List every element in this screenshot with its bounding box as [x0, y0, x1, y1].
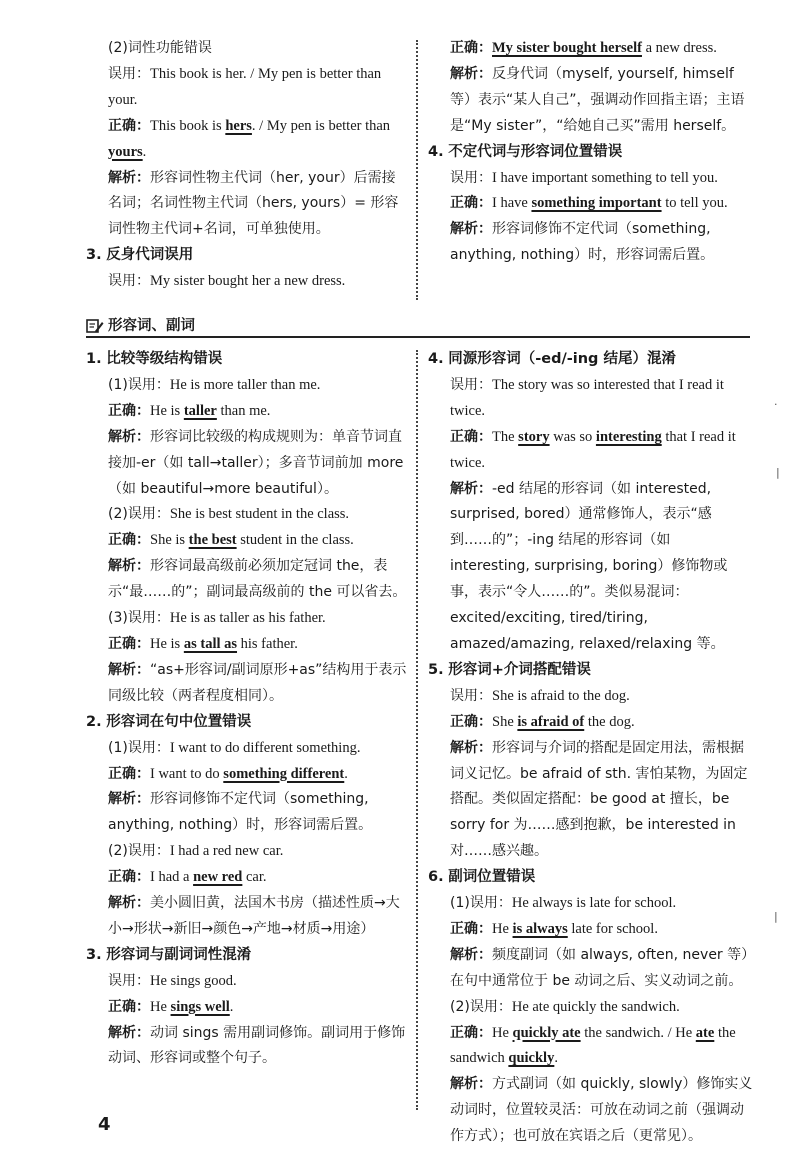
- correct-example: [86, 528, 408, 554]
- explanation-label: 解析：: [450, 221, 492, 238]
- explanation: [428, 477, 753, 658]
- correct-highlight: the best: [188, 532, 237, 549]
- section-rule: [86, 336, 750, 338]
- error-example: [428, 684, 753, 710]
- error-text: I had a red new car.: [169, 843, 284, 860]
- explanation-text: 方式副词（如 quickly, slowly）修饰实义动词时，位置较灵活：可放在动词之前（强调动作方式）；也可放在宾语之后（更常见）。: [450, 1076, 753, 1145]
- error-text: I want to do different something.: [169, 739, 361, 756]
- item-heading: [86, 347, 408, 373]
- error-label: (2)误用：: [450, 998, 512, 1015]
- correct-text: the dog.: [584, 713, 635, 730]
- explanation: [86, 787, 408, 839]
- explanation-text: 频度副词（如 always, often, never 等）在句中通常位于 be 动词之后、实义动词之前。: [450, 946, 749, 989]
- section-title: 形容词、副词: [108, 318, 195, 334]
- correct-text: .: [142, 143, 147, 160]
- correct-text: late for school.: [567, 920, 658, 937]
- correct-example: [428, 917, 753, 943]
- correct-text: He is: [150, 402, 184, 419]
- explanation-text: 形容词性物主代词（her, your）后需接名词；名词性物主代词（hers, yours）= 形容词性物主代词+名词，可单独使用。: [108, 169, 399, 238]
- correct-text: his father.: [237, 635, 298, 652]
- correct-text: than me.: [216, 402, 271, 419]
- error-label: 误用：: [450, 376, 492, 393]
- explanation-text: 动词 sings 需用副词修饰。副词用于修饰动词、形容词或整个句子。: [108, 1024, 406, 1067]
- correct-label: 正确：: [108, 635, 150, 652]
- correct-example: [86, 865, 408, 891]
- error-text: The story was so interested that I read it twice.: [450, 376, 724, 419]
- correct-highlight: is always: [512, 920, 568, 937]
- correct-text: He: [492, 1024, 513, 1041]
- correct-text: I had a: [150, 869, 194, 886]
- error-label: (1)误用：: [108, 376, 170, 393]
- correct-text: He is: [150, 635, 184, 652]
- explanation-label: 解析：: [450, 946, 492, 963]
- error-label: 误用：: [450, 687, 492, 704]
- explanation: [86, 891, 408, 943]
- top-right-column: [428, 36, 753, 269]
- correct-label: 正确：: [108, 998, 150, 1015]
- error-label: (3)误用：: [108, 610, 170, 627]
- item-number: 4.: [428, 143, 444, 160]
- correct-text: .: [229, 998, 234, 1015]
- correct-label: 正确：: [450, 1024, 492, 1041]
- explanation-text: 形容词修饰不定代词（something, anything, nothing）时，形容词需后置。: [450, 221, 715, 264]
- error-label: (1)误用：: [108, 739, 170, 756]
- explanation-text: 形容词修饰不定代词（something, anything, nothing）时，形容词需后置。: [108, 791, 373, 834]
- item-title: 反身代词误用: [106, 247, 194, 264]
- correct-highlight: sings well: [170, 998, 230, 1015]
- error-text: He sings good.: [150, 972, 237, 989]
- explanation-label: 解析：: [108, 1024, 150, 1041]
- explanation-text: 形容词最高级前必须加定冠词 the，表示“最……的”；副词最高级前的 the 可以省去。: [108, 558, 407, 601]
- bottom-left-column: [86, 347, 408, 1072]
- explanation: [86, 166, 408, 244]
- subheading: (2)词性功能错误: [108, 40, 212, 56]
- error-example: [86, 373, 408, 399]
- correct-text: a new dress.: [641, 40, 717, 56]
- column-divider: [416, 350, 418, 1110]
- correct-text: I have: [492, 195, 532, 212]
- correct-highlight: something different: [223, 765, 345, 782]
- item-heading: [428, 865, 753, 891]
- correct-highlight: is afraid of: [517, 713, 585, 730]
- edge-mark: ·: [774, 398, 778, 411]
- item-heading: [428, 347, 753, 373]
- item-title: 同源形容词（-ed/-ing 结尾）混淆: [448, 351, 676, 367]
- correct-text: the sandwich. / He: [580, 1024, 696, 1041]
- correct-text: .: [554, 1050, 558, 1067]
- explanation-label: 解析：: [450, 739, 492, 756]
- explanation-label: 解析：: [108, 661, 150, 678]
- bottom-right-column: [428, 347, 753, 1150]
- correct-text: He: [150, 998, 171, 1015]
- correct-label: 正确：: [108, 117, 150, 134]
- explanation: [428, 217, 753, 269]
- item-heading: [86, 710, 408, 736]
- pencil-note-icon: [86, 318, 104, 334]
- edge-mark: |: [776, 466, 780, 479]
- error-example: [86, 606, 408, 632]
- error-text: She is afraid to the dog.: [492, 687, 630, 704]
- correct-example: [428, 191, 753, 217]
- explanation-text: 形容词与介词的搭配是固定用法，需根据词义记忆。be afraid of sth. 害怕某物，为固定搭配。类似固定搭配：be good at 擅长，be sorry for 为……感到抱歉，be interested in 对……感兴趣。: [450, 739, 748, 860]
- error-example: [86, 839, 408, 865]
- explanation-label: 解析：: [450, 480, 492, 497]
- error-example: [86, 269, 408, 295]
- explanation-label: 解析：: [108, 428, 150, 445]
- correct-label: 正确：: [450, 428, 492, 445]
- explanation: [428, 1072, 753, 1150]
- item-heading: [428, 658, 753, 684]
- error-example: [428, 995, 753, 1021]
- correct-text: She is: [150, 532, 189, 549]
- correct-example: [428, 36, 753, 62]
- correct-label: 正确：: [108, 532, 150, 549]
- correct-highlight: yours: [108, 143, 143, 160]
- correct-text: The: [492, 428, 519, 445]
- explanation-text: 反身代词（myself, yourself, himself 等）表示“某人自己”，强调动作回指主语；主语是“My sister”，“给她自己买”需用 herself。: [450, 65, 745, 134]
- correct-label: 正确：: [450, 40, 492, 56]
- correct-label: 正确：: [450, 713, 492, 730]
- error-label: 误用：: [108, 273, 150, 290]
- correct-example: [86, 762, 408, 788]
- item-title: 形容词与副词词性混淆: [106, 946, 252, 963]
- item-number: 2.: [86, 713, 102, 730]
- correct-text: . / My pen is better than: [251, 117, 391, 134]
- item-number: 1.: [86, 351, 102, 367]
- explanation: [428, 62, 753, 140]
- item-heading: [86, 943, 408, 969]
- item-title: 不定代词与形容词位置错误: [448, 143, 623, 160]
- error-example: [428, 373, 753, 425]
- error-example: [86, 62, 408, 114]
- correct-highlight: taller: [183, 402, 217, 419]
- item-heading: [86, 243, 408, 269]
- correct-example: [86, 995, 408, 1021]
- item-title: 形容词+介词搭配错误: [448, 661, 591, 678]
- explanation: [86, 425, 408, 503]
- correct-label: 正确：: [108, 869, 150, 886]
- error-text: My sister bought her a new dress.: [150, 273, 346, 290]
- correct-highlight: new red: [193, 869, 243, 886]
- edge-mark: |: [774, 910, 778, 923]
- page-number: 4: [98, 1114, 111, 1135]
- correct-example: [86, 632, 408, 658]
- error-text: He always is late for school.: [511, 895, 677, 912]
- error-label: (2)误用：: [108, 506, 170, 523]
- correct-text: student in the class.: [236, 532, 354, 549]
- error-text: I have important something to tell you.: [492, 169, 718, 186]
- correct-label: 正确：: [108, 765, 150, 782]
- correct-example: [428, 425, 753, 477]
- explanation-text: 美小圆旧黄，法国木书房（描述性质→大小→形状→新旧→颜色→产地→材质→用途）: [108, 895, 400, 937]
- correct-highlight: quickly: [508, 1050, 555, 1067]
- item-title: 副词位置错误: [448, 869, 536, 886]
- correct-text: This book is: [150, 117, 226, 134]
- correct-text: was so: [549, 428, 596, 445]
- explanation-text: 形容词比较级的构成规则为：单音节词直接加-er（如 tall→taller）；多音节词前加 more（如 beautiful→more beautiful）。: [108, 428, 404, 497]
- error-text: She is best student in the class.: [169, 506, 350, 523]
- correct-example: [86, 114, 408, 166]
- top-left-column: [86, 36, 408, 295]
- explanation-label: 解析：: [108, 558, 150, 575]
- correct-text: that I read it twice.: [450, 428, 736, 471]
- error-example: [86, 502, 408, 528]
- error-example: [86, 969, 408, 995]
- correct-highlight: hers: [225, 117, 252, 134]
- correct-text: She: [492, 713, 518, 730]
- correct-highlight: My sister bought herself: [492, 40, 642, 56]
- error-label: 误用：: [450, 169, 492, 186]
- correct-text: the sandwich: [450, 1024, 736, 1067]
- correct-highlight: ate: [695, 1024, 715, 1041]
- error-example: [428, 166, 753, 192]
- correct-label: 正确：: [450, 920, 492, 937]
- correct-highlight: something important: [531, 195, 662, 212]
- explanation-text: -ed 结尾的形容词（如 interested, surprised, bored）通常修饰人，表示“感到……的”；-ing 结尾的形容词（如 interesting, surprising, boring）修饰物或事，表示“令人……的”。类似易混词：excited/exciting, tired/tiring, amazed/amazing, relaxed/relaxing 等。: [450, 480, 728, 652]
- item-number: 6.: [428, 869, 444, 886]
- error-label: (1)误用：: [450, 895, 512, 912]
- correct-highlight: story: [518, 428, 550, 445]
- explanation-label: 解析：: [450, 65, 492, 82]
- correct-highlight: quickly ate: [512, 1024, 581, 1041]
- item-title: 形容词在句中位置错误: [106, 713, 252, 730]
- explanation: [428, 943, 753, 995]
- correct-label: 正确：: [108, 402, 150, 419]
- item-number: 3.: [86, 946, 102, 963]
- explanation: [86, 1021, 408, 1073]
- correct-highlight: as tall as: [183, 635, 238, 652]
- correct-text: .: [344, 765, 348, 782]
- correct-highlight: interesting: [595, 428, 662, 445]
- explanation: [86, 658, 408, 710]
- item-heading: [428, 140, 753, 166]
- correct-example: [428, 1021, 753, 1073]
- error-example: [428, 891, 753, 917]
- error-text: He is as taller as his father.: [169, 610, 326, 627]
- item-number: 5.: [428, 661, 444, 678]
- error-text: He is more taller than me.: [169, 376, 321, 393]
- explanation-label: 解析：: [108, 791, 150, 808]
- error-text: He ate quickly the sandwich.: [511, 998, 680, 1015]
- error-label: 误用：: [108, 65, 150, 82]
- explanation-text: “as+形容词/副词原形+as”结构用于表示同级比较（两者程度相同）。: [108, 661, 407, 704]
- correct-text: I want to do: [150, 765, 224, 782]
- explanation: [86, 554, 408, 606]
- item-number: 3.: [86, 247, 102, 264]
- error-label: 误用：: [108, 972, 150, 989]
- explanation-label: 解析：: [108, 895, 150, 912]
- correct-text: car.: [242, 869, 267, 886]
- correct-text: to tell you.: [661, 195, 728, 212]
- correct-label: 正确：: [450, 195, 492, 212]
- error-label: (2)误用：: [108, 843, 170, 860]
- explanation-label: 解析：: [450, 1076, 492, 1093]
- correct-example: [86, 399, 408, 425]
- item-number: 4.: [428, 351, 444, 367]
- explanation: [428, 736, 753, 866]
- correct-example: [428, 710, 753, 736]
- column-divider: [416, 40, 418, 300]
- item-title: 比较等级结构错误: [106, 351, 223, 367]
- error-example: [86, 736, 408, 762]
- correct-text: He: [492, 920, 513, 937]
- explanation-label: 解析：: [108, 169, 150, 186]
- error-text: This book is her. / My pen is better than your.: [108, 65, 382, 108]
